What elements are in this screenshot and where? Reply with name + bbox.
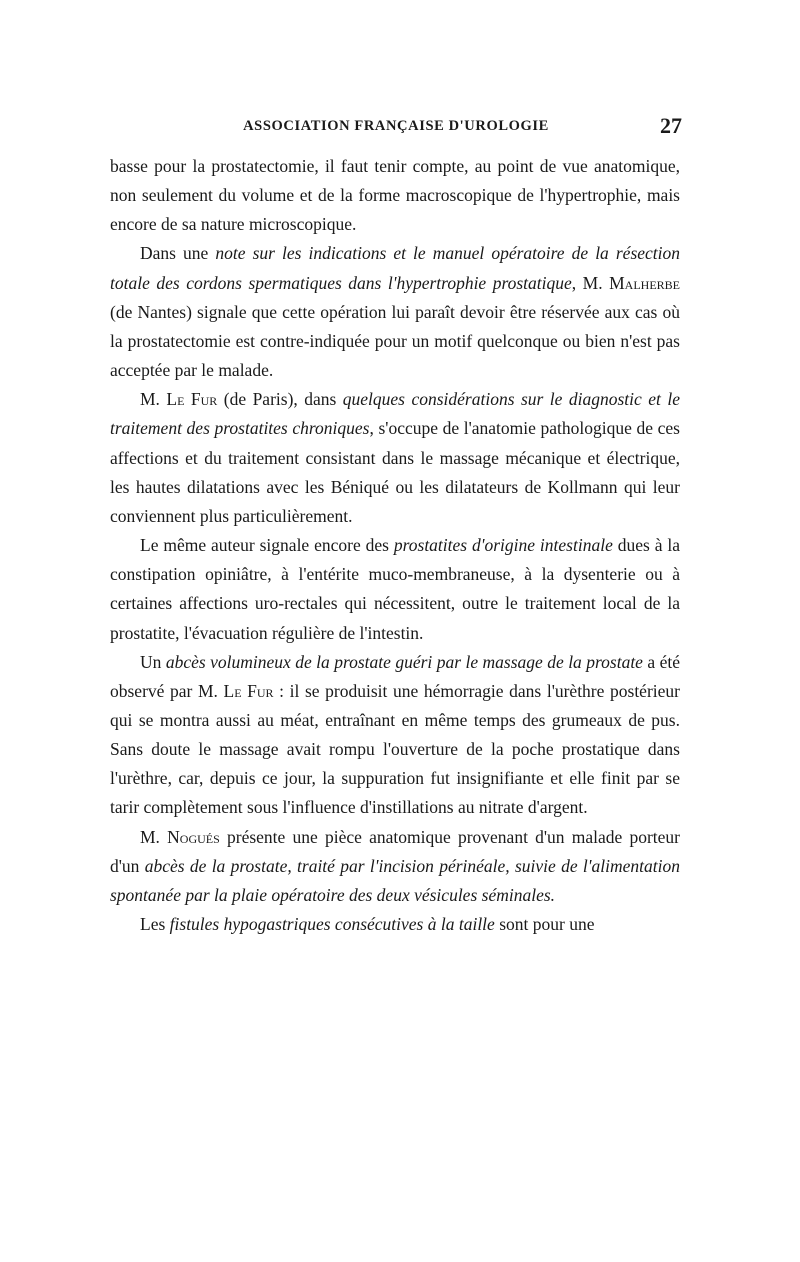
page-number: 27 [660, 113, 682, 138]
paragraph-text: M. [140, 826, 168, 847]
paragraph-text: a été observé par M. [110, 651, 680, 701]
paragraph-text: basse pour la prostatectomie, il faut tenir compte, au point de vue anatomique, non seulement du volume et de la forme macroscopique de l'hypertrophie, mais encore de sa nature microscopique. [110, 156, 680, 235]
italic-title-text: abcès volumineux de la prostate guéri par le massage de la prostate [165, 651, 643, 672]
paragraph-text: Dans une [140, 243, 216, 264]
italic-title-text: quelques considérations sur le diagnostic et le traitement des prostatites chroniques [110, 389, 680, 439]
paragraph-text: : il se produisit une hémorragie dans l'urèthre postérieur qui se montra aussi au méat, entraînant en même temps des grumeaux de pus. Sans doute le massage avait rompu l'ouverture de la poche prostatique dans l'urèthre, car, depuis ce jour, la suppuration fut insignifiante et elle finit par se tarir complètement sous l'influence d'instillations au nitrate d'argent. [110, 680, 680, 818]
italic-title-text: fistules hypogastriques consécutives à la taille [169, 914, 495, 935]
italic-title-text: abcès de la prostate, traité par l'incision périnéale, suivie de l'alimentation spontanée par la plaie opératoire des deux vésicules séminales. [110, 855, 680, 905]
author-name: Malherbe [609, 272, 680, 293]
paragraph-text: , s'occupe de l'anatomie pathologique de ces affections et du traitement consistant dans le massage mécanique et électrique, les hautes dilatations avec les Béniqué ou les dilatateurs de Kollmann qui leur conviennent plus particulièrement. [110, 418, 680, 526]
paragraph [110, 910, 680, 939]
paragraph-text: sont pour une [494, 914, 595, 935]
paragraph [110, 152, 680, 239]
author-name: Le Fur [166, 389, 218, 410]
body-text [110, 152, 680, 939]
paragraph-text: (de Paris), dans [217, 389, 343, 410]
italic-title-text: prostatites d'origine intestinale [393, 535, 613, 556]
paragraph-text: Les [140, 914, 170, 935]
paragraph [110, 531, 680, 648]
author-name: Le Fur [223, 680, 274, 701]
paragraph [110, 385, 680, 531]
paragraph [110, 648, 680, 823]
paragraph-text: Le même auteur signale encore des [140, 535, 394, 556]
running-title: ASSOCIATION FRANÇAISE D'UROLOGIE [243, 118, 549, 134]
paragraph [110, 239, 680, 385]
paragraph-text: Un [140, 651, 166, 672]
paragraph-text: dues à la constipation opiniâtre, à l'entérite muco-membraneuse, à la dysenterie ou à certaines affections uro-rectales qui nécessitent, outre le traitement local de la prostatite, l'évacuation régulière de l'intestin. [110, 535, 681, 643]
paragraph-text: , M. [571, 272, 610, 293]
paragraph-text: présente une pièce anatomique provenant d'un malade porteur d'un [110, 826, 681, 876]
author-name: Nogués [167, 826, 220, 847]
italic-title-text: note sur les indications et le manuel opératoire de la résection totale des cordons spermatiques dans l'hypertrophie prostatique [110, 243, 681, 293]
paragraph [110, 823, 680, 910]
paragraph-text: M. [140, 389, 167, 410]
paragraph-text: (de Nantes) signale que cette opération lui paraît devoir être réservée aux cas où la prostatectomie est contre-indiquée pour un motif quelconque ou bien n'est pas acceptée par le malade. [110, 301, 680, 381]
running-header [110, 113, 682, 140]
